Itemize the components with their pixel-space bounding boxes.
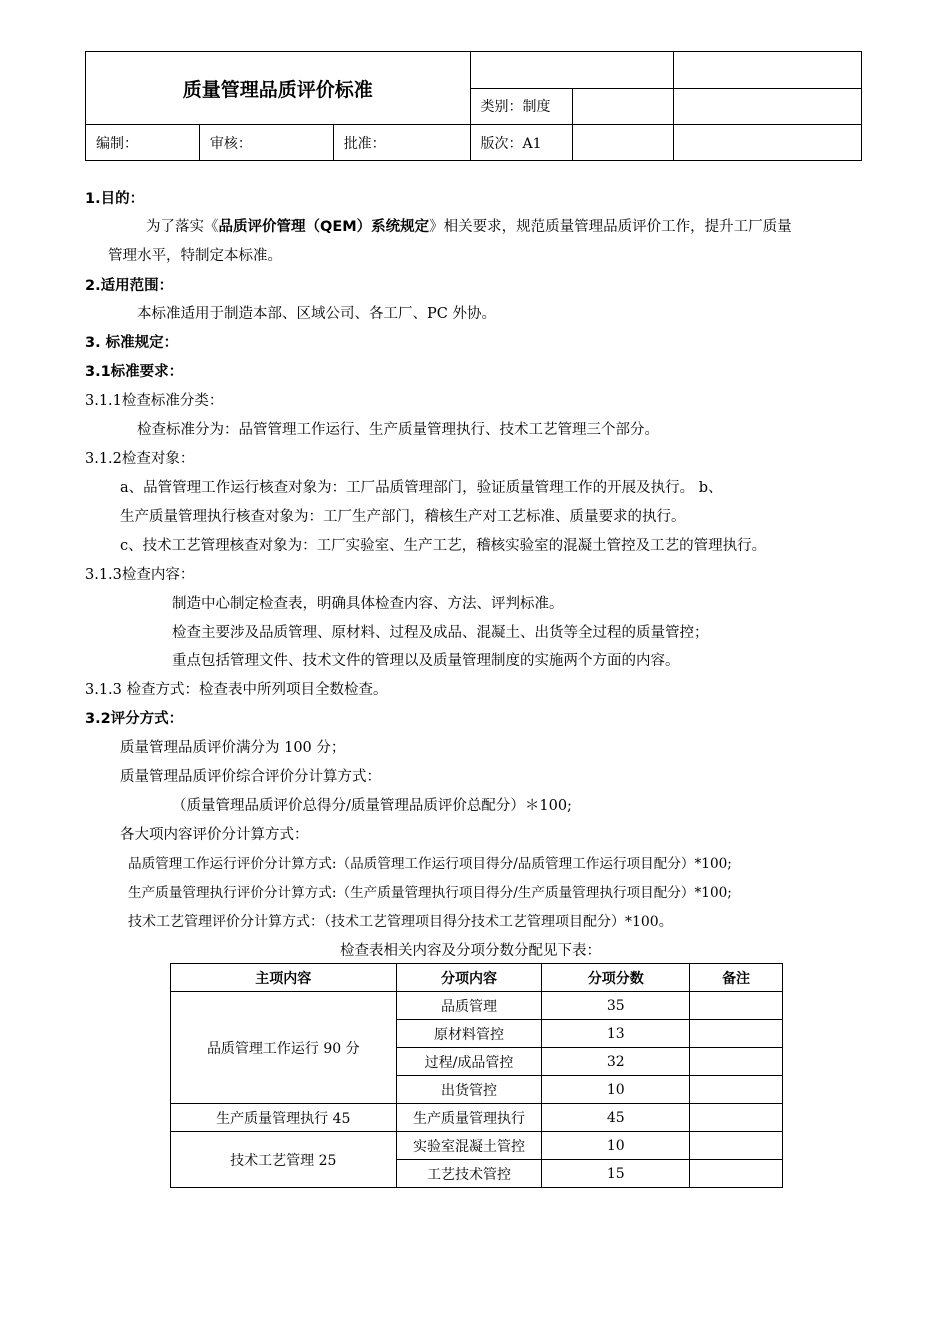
header-blank-cell bbox=[470, 52, 674, 89]
sub-item-cell: 出货管控 bbox=[396, 1076, 542, 1104]
section-1-heading: 1.目的： bbox=[85, 191, 145, 207]
header-blank-cell bbox=[674, 52, 862, 89]
object-paragraph-a: a、品管管理工作运行核查对象为：工厂品质管理部门，验证质量管理工作的开展及执行。 b、 bbox=[120, 480, 723, 496]
main-item-cell: 品质管理工作运行 90 分 bbox=[171, 992, 397, 1104]
sub-item-cell: 实验室混凝土管控 bbox=[396, 1132, 542, 1160]
purpose-paragraph-line-2: 管理水平，特制定本标准。 bbox=[108, 248, 282, 264]
section-3-heading: 3. 标准规定： bbox=[85, 335, 179, 351]
score-cell: 10 bbox=[542, 1132, 690, 1160]
column-header: 主项内容 bbox=[171, 964, 397, 992]
section-2-heading: 2.适用范围： bbox=[85, 278, 174, 294]
table-row bbox=[171, 992, 783, 1020]
scoring-line-1: 质量管理品质评价满分为 100 分； bbox=[120, 740, 346, 756]
table-header-row bbox=[171, 964, 783, 992]
sub-item-cell: 品质管理 bbox=[396, 992, 542, 1020]
section-3-1-1-heading: 3.1.1检查标准分类： bbox=[85, 393, 224, 409]
remark-cell bbox=[690, 1160, 783, 1188]
table-row bbox=[171, 1104, 783, 1132]
version-cell: 版次：A1 bbox=[470, 125, 573, 161]
header-blank-cell bbox=[674, 125, 862, 161]
scoring-formula-total: （质量管理品质评价总得分/质量管理品质评价总配分）＊100; bbox=[172, 798, 572, 814]
table-row bbox=[171, 1132, 783, 1160]
score-cell: 13 bbox=[542, 1020, 690, 1048]
scoring-line-2: 质量管理品质评价综合评价分计算方式： bbox=[120, 769, 381, 785]
document-header-table bbox=[85, 51, 862, 161]
column-header: 备注 bbox=[690, 964, 783, 992]
header-blank-cell bbox=[573, 125, 674, 161]
score-allocation-table bbox=[170, 963, 783, 1188]
scoring-formula-production: 生产质量管理执行评价分计算方式:（生产质量管理执行项目得分/生产质量管理执行项目配分）*100; bbox=[128, 885, 732, 901]
classification-paragraph: 检查标准分为：品管管理工作运行、生产质量管理执行、技术工艺管理三个部分。 bbox=[137, 422, 659, 438]
score-cell: 45 bbox=[542, 1104, 690, 1132]
scope-paragraph: 本标准适用于制造本部、区域公司、各工厂、PC 外协。 bbox=[137, 306, 496, 322]
scoring-formula-quality-ops: 品质管理工作运行评价分计算方式:（品质管理工作运行项目得分/品质管理工作运行项目配分）*100; bbox=[128, 856, 732, 872]
score-cell: 15 bbox=[542, 1160, 690, 1188]
scoring-formula-technical: 技术工艺管理评价分计算方式：（技术工艺管理项目得分技术工艺管理项目配分）*100。 bbox=[128, 914, 673, 930]
section-3-1-3-heading: 3.1.3检查内容： bbox=[85, 567, 195, 583]
main-item-cell: 生产质量管理执行 45 bbox=[171, 1104, 397, 1132]
regulation-name: 品质评价管理（QEM）系统规定 bbox=[218, 219, 430, 235]
inspection-method-line: 3.1.3 检查方式：检查表中所列项目全数检查。 bbox=[85, 682, 388, 698]
approved-by-cell: 批准： bbox=[333, 125, 470, 161]
remark-cell bbox=[690, 1104, 783, 1132]
purpose-text: 》相关要求，规范质量管理品质评价工作，提升工厂质量 bbox=[429, 219, 792, 235]
sub-item-cell: 工艺技术管控 bbox=[396, 1160, 542, 1188]
scoring-line-3: 各大项内容评价分计算方式： bbox=[120, 827, 309, 843]
category-cell: 类别：制度 bbox=[470, 88, 573, 125]
content-paragraph-1: 制造中心制定检查表，明确具体检查内容、方法、评判标准。 bbox=[172, 596, 564, 612]
remark-cell bbox=[690, 1020, 783, 1048]
header-blank-cell bbox=[674, 88, 862, 125]
sub-item-cell: 生产质量管理执行 bbox=[396, 1104, 542, 1132]
compiled-by-cell: 编制： bbox=[86, 125, 200, 161]
section-3-1-2-heading: 3.1.2检查对象： bbox=[85, 451, 195, 467]
section-3-1-heading: 3.1标准要求： bbox=[85, 364, 184, 380]
table-caption: 检查表相关内容及分项分数分配见下表： bbox=[340, 943, 601, 959]
remark-cell bbox=[690, 1132, 783, 1160]
header-blank-cell bbox=[573, 88, 674, 125]
purpose-text: 为了落实《 bbox=[146, 219, 219, 235]
content-paragraph-2: 检查主要涉及品质管理、原材料、过程及成品、混凝土、出货等全过程的质量管控； bbox=[172, 625, 709, 641]
sub-item-cell: 过程/成品管控 bbox=[396, 1048, 542, 1076]
remark-cell bbox=[690, 992, 783, 1020]
sub-item-cell: 原材料管控 bbox=[396, 1020, 542, 1048]
score-cell: 10 bbox=[542, 1076, 690, 1104]
content-paragraph-3: 重点包括管理文件、技术文件的管理以及质量管理制度的实施两个方面的内容。 bbox=[172, 653, 680, 669]
main-item-cell: 技术工艺管理 25 bbox=[171, 1132, 397, 1188]
remark-cell bbox=[690, 1048, 783, 1076]
section-3-2-heading: 3.2评分方式： bbox=[85, 711, 184, 727]
column-header: 分项内容 bbox=[396, 964, 542, 992]
purpose-paragraph-line-1 bbox=[146, 218, 792, 236]
document-title: 质量管理品质评价标准 bbox=[86, 52, 471, 125]
object-paragraph-b: 生产质量管理执行核查对象为：工厂生产部门，稽核生产对工艺标准、质量要求的执行。 bbox=[120, 509, 686, 525]
score-cell: 32 bbox=[542, 1048, 690, 1076]
reviewed-by-cell: 审核： bbox=[199, 125, 333, 161]
score-cell: 35 bbox=[542, 992, 690, 1020]
object-paragraph-c: c、技术工艺管理核查对象为：工厂实验室、生产工艺，稽核实验室的混凝土管控及工艺的管理执行。 bbox=[120, 538, 767, 554]
column-header: 分项分数 bbox=[542, 964, 690, 992]
remark-cell bbox=[690, 1076, 783, 1104]
